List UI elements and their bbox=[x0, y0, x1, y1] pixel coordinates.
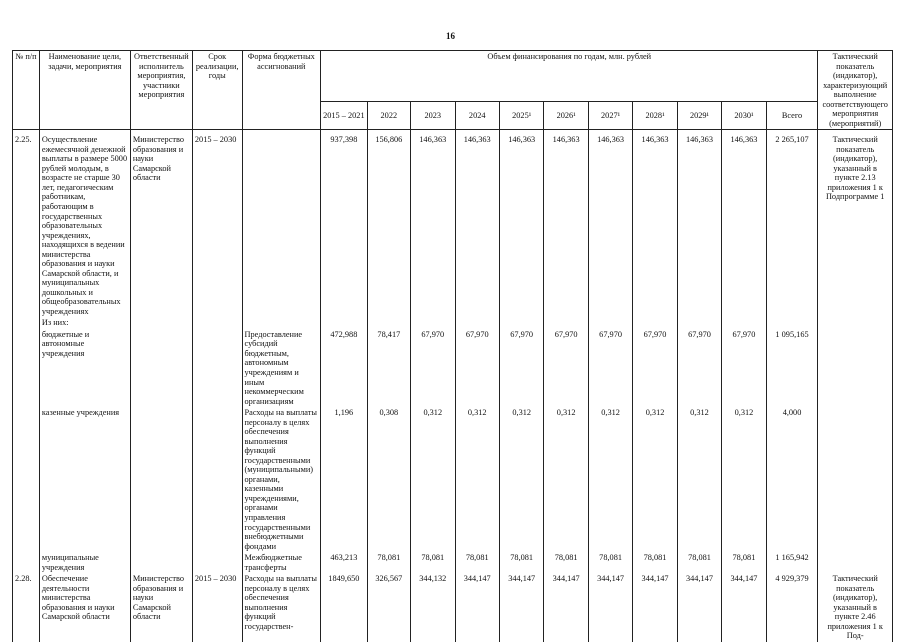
row-executor: Министерство образования и науки Самарской области bbox=[130, 573, 192, 642]
row-value: 344,147 bbox=[677, 573, 721, 642]
row-value: 463,213 bbox=[321, 552, 368, 573]
row-name: Осуществление ежемесячной денежной выплаты в размере 5000 рублей молодым, в возрасте не старше 30 лет, педагогическим работникам, работающим в государственных образовательных учреждениях, находящихся в ведении министерства образования и науки Самарской области, и муниципальных дошкольных и общеобразовательных учреждениях bbox=[39, 134, 130, 317]
header-year: 2026¹ bbox=[544, 102, 588, 130]
header-year: 2028¹ bbox=[633, 102, 677, 130]
row-value: 67,970 bbox=[499, 329, 543, 407]
row-value: 146,363 bbox=[499, 134, 543, 317]
header-year: 2030¹ bbox=[722, 102, 766, 130]
header-volume: Объем финансирования по годам, млн. рублей bbox=[321, 51, 818, 102]
row-value: 344,147 bbox=[455, 573, 499, 642]
row-value: 78,081 bbox=[677, 552, 721, 573]
row-value: 326,567 bbox=[367, 573, 410, 642]
row-form: Расходы на выплаты персоналу в целях обеспечения выполнения функций государствен- bbox=[242, 573, 321, 642]
row-name: казенные учреждения bbox=[39, 407, 130, 552]
row-value: 344,147 bbox=[499, 573, 543, 642]
row-value: 78,081 bbox=[367, 552, 410, 573]
row-value: 67,970 bbox=[411, 329, 455, 407]
row-name: бюджетные и автономные учреждения bbox=[39, 329, 130, 407]
header-year: 2025¹ bbox=[499, 102, 543, 130]
row-value: 0,308 bbox=[367, 407, 410, 552]
table-row bbox=[13, 407, 893, 552]
row-value: 78,081 bbox=[544, 552, 588, 573]
table-row bbox=[13, 317, 893, 329]
row-value: 472,988 bbox=[321, 329, 368, 407]
table-row bbox=[13, 329, 893, 407]
header-executor: Ответственный исполнитель мероприятия, участники мероприятия bbox=[130, 51, 192, 130]
row-value: 344,147 bbox=[722, 573, 766, 642]
row-value: 344,132 bbox=[411, 573, 455, 642]
header-year: 2023 bbox=[411, 102, 455, 130]
header-indicator: Тактический показатель (индикатор), характеризующий выполнение соответствующего мероприятия (мероприятий) bbox=[818, 51, 893, 130]
row-value: 0,312 bbox=[499, 407, 543, 552]
table-row bbox=[13, 573, 893, 642]
row-value: 146,363 bbox=[588, 134, 632, 317]
row-term: 2015 – 2030 bbox=[192, 134, 242, 317]
row-value: 78,081 bbox=[588, 552, 632, 573]
row-num: 2.28. bbox=[13, 573, 40, 642]
row-form: Предоставление субсидий бюджетным, автономным учреждениям и иным некоммерческим организациям bbox=[242, 329, 321, 407]
row-value: 78,417 bbox=[367, 329, 410, 407]
row-total: 4,000 bbox=[766, 407, 818, 552]
header-year: 2024 bbox=[455, 102, 499, 130]
row-value: 0,312 bbox=[544, 407, 588, 552]
row-value: 0,312 bbox=[455, 407, 499, 552]
row-form bbox=[242, 134, 321, 317]
row-executor: Министерство образования и науки Самарской области bbox=[130, 134, 192, 317]
row-value: 78,081 bbox=[411, 552, 455, 573]
row-total: 2 265,107 bbox=[766, 134, 818, 317]
row-value: 146,363 bbox=[722, 134, 766, 317]
row-value: 156,806 bbox=[367, 134, 410, 317]
header-name: Наименование цели, задачи, мероприятия bbox=[39, 51, 130, 130]
row-value: 344,147 bbox=[588, 573, 632, 642]
table-row bbox=[13, 552, 893, 573]
header-year-total: Всего bbox=[766, 102, 818, 130]
row-value: 67,970 bbox=[455, 329, 499, 407]
row-indicator: Тактический показатель (индикатор), указанный в пункте 2.13 приложения 1 к Подпрограмме 1 bbox=[818, 134, 893, 317]
row-value: 344,147 bbox=[633, 573, 677, 642]
row-value: 67,970 bbox=[722, 329, 766, 407]
row-value: 0,312 bbox=[722, 407, 766, 552]
row-total: 1 095,165 bbox=[766, 329, 818, 407]
row-value: 67,970 bbox=[633, 329, 677, 407]
header-year: 2027¹ bbox=[588, 102, 632, 130]
row-form: Межбюджетные трансферты bbox=[242, 552, 321, 573]
row-term: 2015 – 2030 bbox=[192, 573, 242, 642]
header-year: 2015 – 2021 bbox=[321, 102, 368, 130]
header-year: 2022 bbox=[367, 102, 410, 130]
row-total: 1 165,942 bbox=[766, 552, 818, 573]
row-value: 146,363 bbox=[411, 134, 455, 317]
row-value: 78,081 bbox=[722, 552, 766, 573]
row-value: 146,363 bbox=[455, 134, 499, 317]
financing-table bbox=[12, 50, 893, 642]
row-value: 78,081 bbox=[633, 552, 677, 573]
row-value: 78,081 bbox=[455, 552, 499, 573]
row-name: Обеспечение деятельности министерства образования и науки Самарской области bbox=[39, 573, 130, 642]
row-value: 1,196 bbox=[321, 407, 368, 552]
header-year: 2029¹ bbox=[677, 102, 721, 130]
row-value: 937,398 bbox=[321, 134, 368, 317]
row-value: 78,081 bbox=[499, 552, 543, 573]
header-num: № п/п bbox=[13, 51, 40, 130]
row-value: 146,363 bbox=[633, 134, 677, 317]
header-term: Срок реализации, годы bbox=[192, 51, 242, 130]
row-name: муниципальные учреждения bbox=[39, 552, 130, 573]
row-value: 1849,650 bbox=[321, 573, 368, 642]
page-number: 16 bbox=[446, 31, 455, 41]
row-name: Из них: bbox=[39, 317, 130, 329]
row-num: 2.25. bbox=[13, 134, 40, 317]
row-form: Расходы на выплаты персоналу в целях обеспечения выполнения функций государственными (муниципальными) органами, казенными учреждениями, органами управления государственными внебюджетными фондами bbox=[242, 407, 321, 552]
row-value: 146,363 bbox=[544, 134, 588, 317]
row-value: 344,147 bbox=[544, 573, 588, 642]
row-value: 67,970 bbox=[677, 329, 721, 407]
row-total: 4 929,379 bbox=[766, 573, 818, 642]
row-value: 67,970 bbox=[588, 329, 632, 407]
table-row bbox=[13, 134, 893, 317]
row-value: 0,312 bbox=[411, 407, 455, 552]
row-value: 0,312 bbox=[588, 407, 632, 552]
row-value: 0,312 bbox=[677, 407, 721, 552]
row-indicator: Тактический показатель (индикатор), указанный в пункте 2.46 приложения 1 к Под- bbox=[818, 573, 893, 642]
header-form: Форма бюджетных ассигнований bbox=[242, 51, 321, 130]
row-value: 0,312 bbox=[633, 407, 677, 552]
row-value: 146,363 bbox=[677, 134, 721, 317]
row-value: 67,970 bbox=[544, 329, 588, 407]
